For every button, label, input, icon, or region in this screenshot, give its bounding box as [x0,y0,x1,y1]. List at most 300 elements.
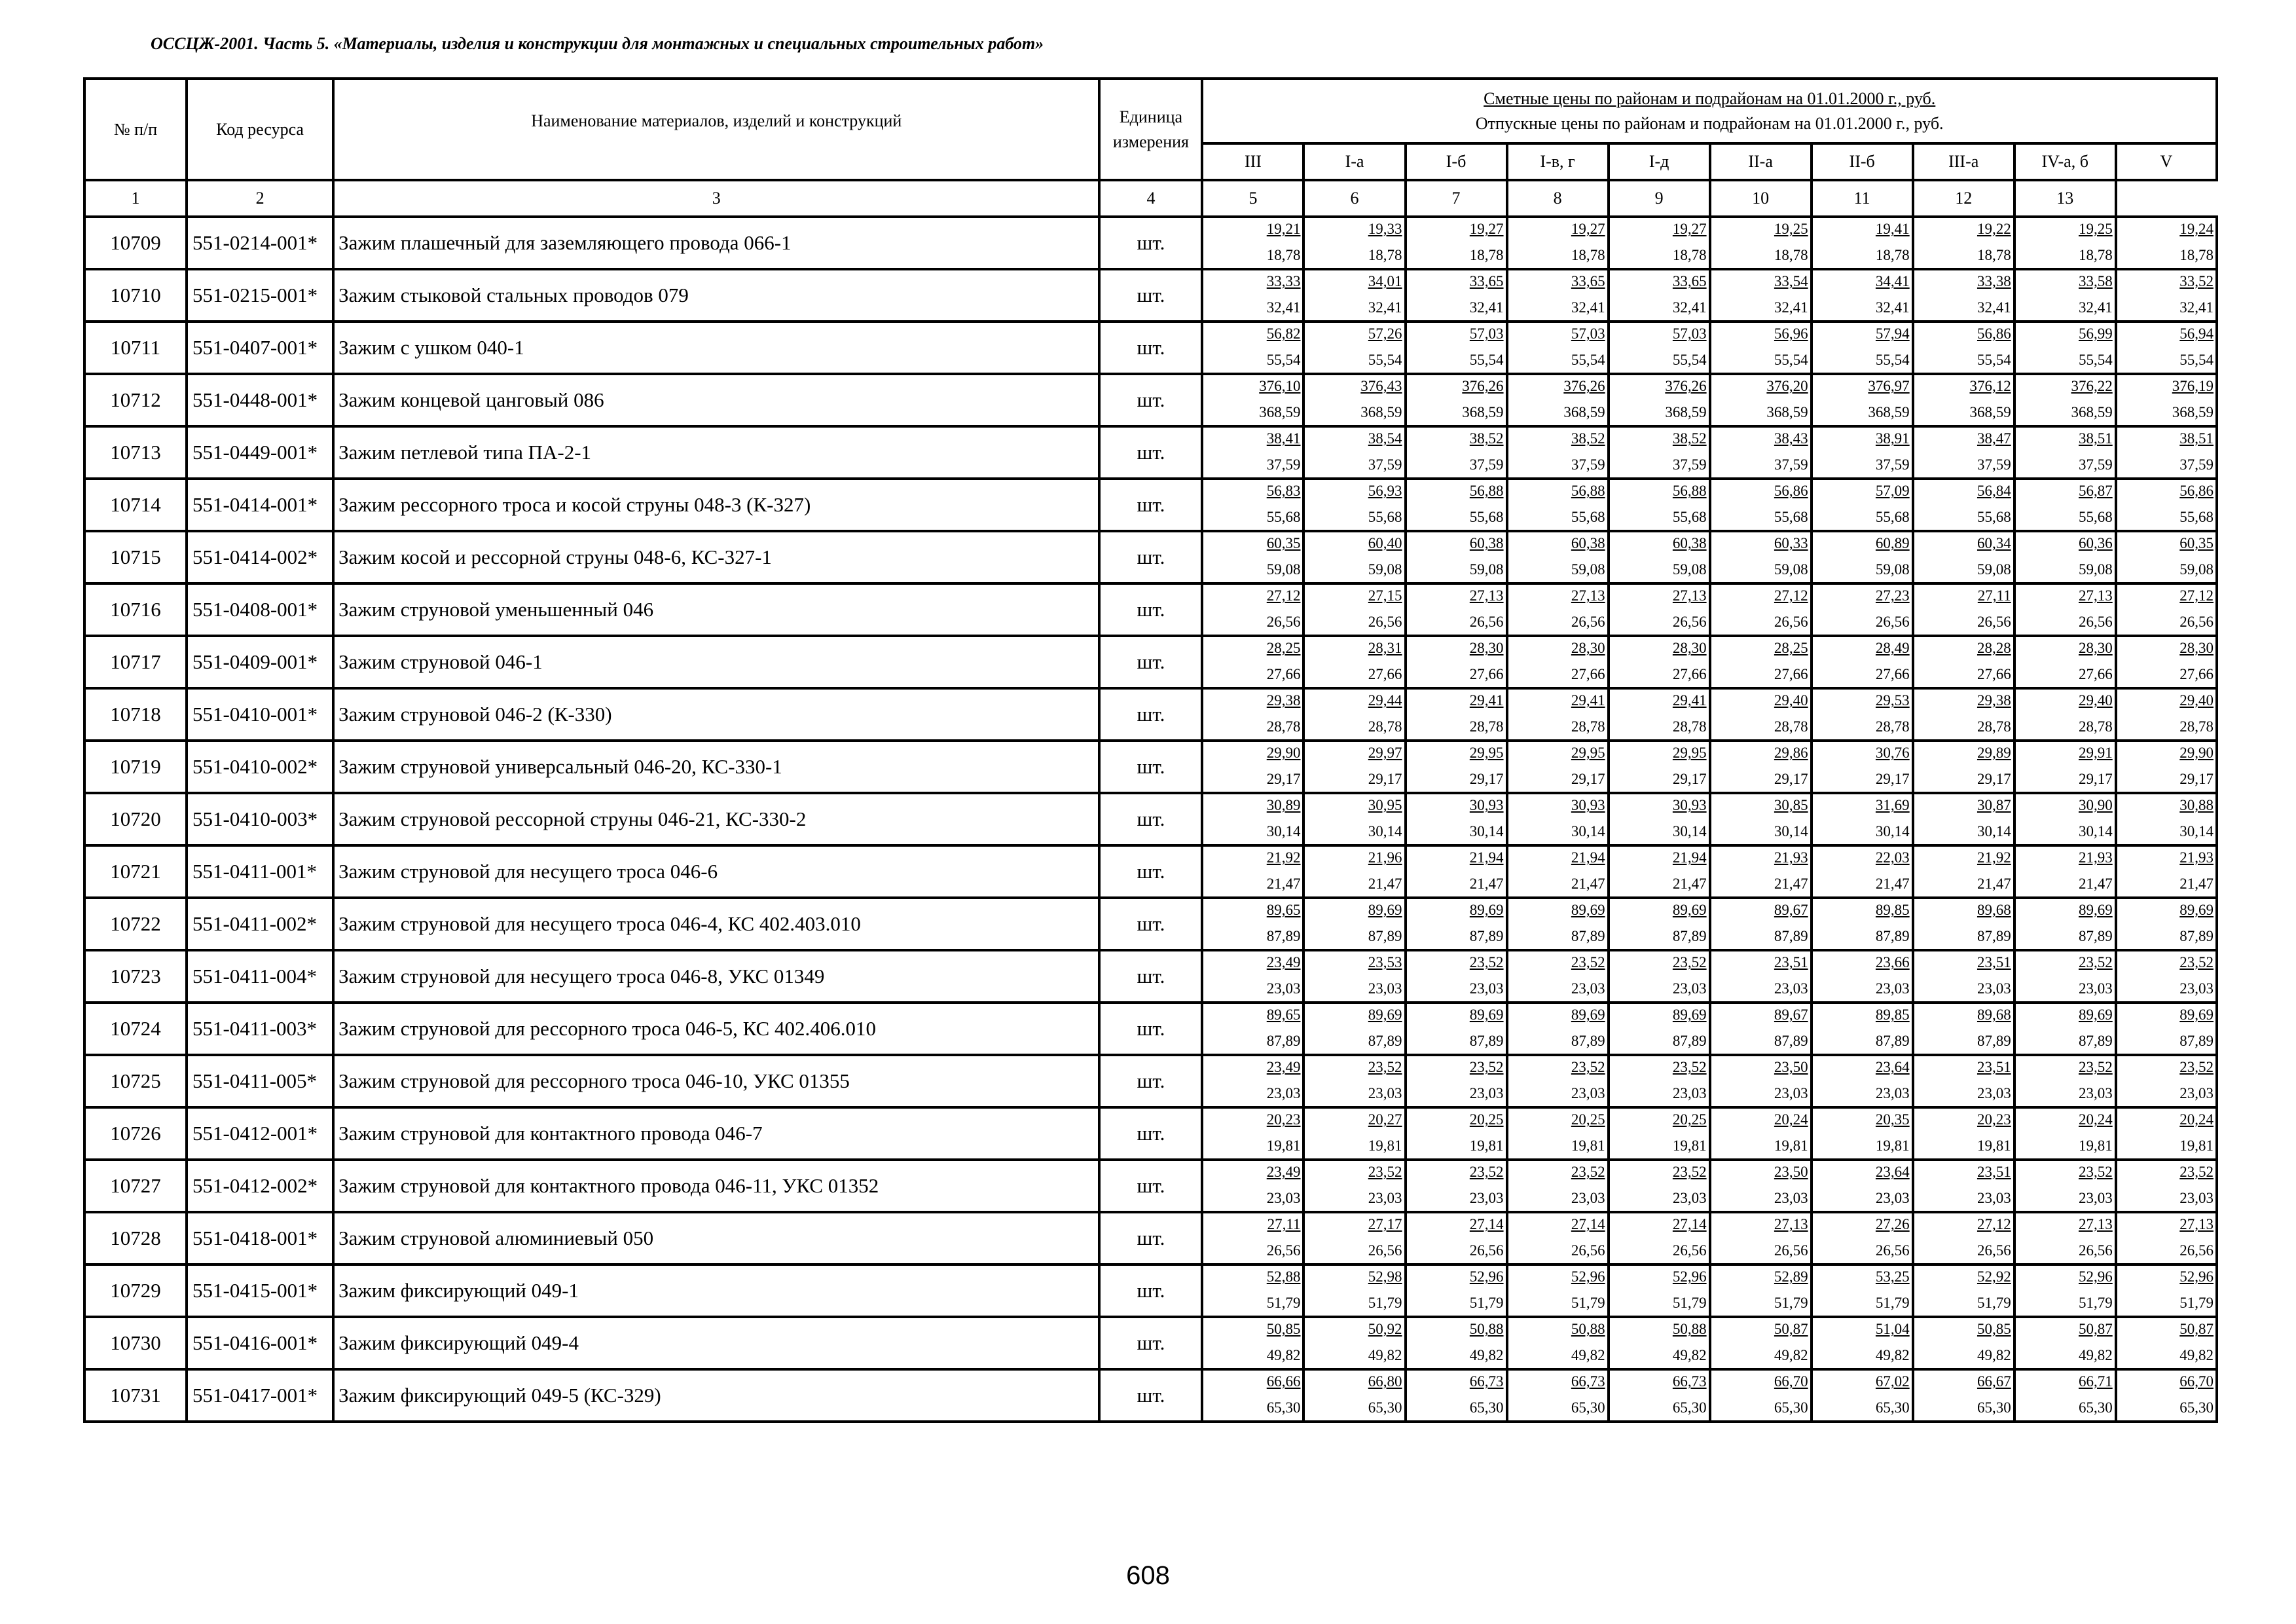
price-cell [1710,845,1812,898]
estimated-price: 56,93 [1368,483,1402,500]
row-num: 10714 [84,479,187,531]
price-cell [1507,1317,1609,1369]
price-cell [2116,1369,2217,1422]
release-price: 51,79 [1875,1295,1910,1312]
table-row [84,217,2217,269]
price-cell [1913,1160,2014,1212]
release-price: 29,17 [1672,771,1707,788]
release-price: 49,82 [1469,1347,1504,1364]
price-cell [1303,1264,1405,1317]
price-cell [1913,950,2014,1003]
estimated-price-wrap [1711,1004,1810,1029]
column-number: 4 [1099,180,1202,217]
estimated-price-wrap [1407,323,1506,348]
release-price: 37,59 [1368,456,1402,473]
estimated-price-wrap [1711,1109,1810,1134]
estimated-price-wrap [1813,480,1912,505]
estimated-price: 376,10 [1259,378,1301,395]
estimated-price: 23,52 [2078,954,2113,971]
release-price: 19,81 [1469,1137,1504,1154]
resource-code: 551-0449-001* [187,426,333,479]
price-cell [1913,1264,2014,1317]
resource-code: 551-0412-001* [187,1107,333,1160]
release-price: 27,66 [1368,666,1402,683]
release-price: 26,56 [1571,1242,1605,1259]
release-price: 368,59 [1563,404,1605,421]
estimated-price: 56,86 [1977,325,2011,342]
price-cell [1812,688,1913,741]
release-price: 59,08 [1266,561,1301,578]
price-cell [1609,1003,1710,1055]
release-price: 19,81 [1774,1137,1808,1154]
estimated-price: 89,68 [1977,1006,2011,1024]
estimated-price: 27,14 [1672,1216,1707,1233]
estimated-price: 60,38 [1571,535,1605,552]
column-number: 7 [1406,180,1507,217]
release-price: 87,89 [1266,1033,1301,1050]
release-price: 29,17 [1266,771,1301,788]
release-price: 23,03 [2179,1190,2214,1207]
release-price: 37,59 [1977,456,2011,473]
price-cell [2116,950,2217,1003]
estimated-price: 19,22 [1977,221,2011,238]
release-price: 30,14 [1672,823,1707,840]
estimated-price-wrap [1711,742,1810,767]
release-price: 87,89 [1266,928,1301,945]
price-cell [1303,583,1405,636]
release-price: 37,59 [1469,456,1504,473]
estimated-price-wrap [1203,742,1302,767]
price-cell [2014,1317,2116,1369]
price-cell [1710,793,1812,845]
estimated-price: 56,84 [1977,483,2011,500]
release-price: 26,56 [2179,614,2214,631]
estimated-price-wrap [1610,1266,1709,1291]
estimated-price: 50,88 [1571,1321,1605,1338]
estimated-price-wrap [1203,480,1302,505]
estimated-price-wrap [1711,375,1810,400]
unit: шт. [1099,950,1202,1003]
estimated-price: 38,51 [2179,430,2214,447]
estimated-price: 89,69 [1469,902,1504,919]
price-cell [1710,479,1812,531]
price-cell [1202,845,1303,898]
estimated-price: 28,28 [1977,640,2011,657]
price-cell [2014,1003,2116,1055]
price-cell [1913,898,2014,950]
price-cell [2014,741,2116,793]
price-cell [2014,322,2116,374]
estimated-price: 27,13 [1571,587,1605,604]
price-cell [1303,269,1405,322]
release-price: 65,30 [2078,1399,2113,1416]
price-cell [1202,1055,1303,1107]
estimated-price-wrap [1305,1109,1404,1134]
estimated-price: 50,87 [2179,1321,2214,1338]
estimated-price-wrap [1407,951,1506,976]
estimated-price: 30,93 [1571,797,1605,814]
release-price: 51,79 [2179,1295,2214,1312]
estimated-price: 33,65 [1672,273,1707,290]
release-price: 27,66 [2078,666,2113,683]
release-price: 37,59 [2078,456,2113,473]
estimated-price-wrap [1407,375,1506,400]
region-header: III [1202,143,1303,180]
release-price: 23,03 [1368,980,1402,997]
estimated-price: 51,04 [1875,1321,1910,1338]
estimated-price-wrap [1813,428,1912,452]
release-price: 23,03 [1571,980,1605,997]
price-cell [1812,898,1913,950]
price-cell [1609,1055,1710,1107]
release-price: 49,82 [2078,1347,2113,1364]
estimated-price-wrap [1407,794,1506,819]
price-cell [1303,1160,1405,1212]
table-row [84,531,2217,583]
estimated-price-wrap [1610,637,1709,662]
price-cell [2014,217,2116,269]
estimated-price-wrap [1203,847,1302,872]
estimated-price: 27,12 [1977,1216,2011,1233]
estimated-price-wrap [1508,951,1607,976]
estimated-price: 52,96 [1469,1268,1504,1285]
estimated-price: 28,30 [1571,640,1605,657]
price-cell [1406,1369,1507,1422]
release-price: 27,66 [1977,666,2011,683]
price-cell [2116,374,2217,426]
estimated-price: 29,40 [2078,692,2113,709]
estimated-price: 50,88 [1672,1321,1707,1338]
estimated-price-wrap [1407,1161,1506,1186]
estimated-price-wrap [1610,1109,1709,1134]
estimated-price: 29,44 [1368,692,1402,709]
release-price: 23,03 [2078,1190,2113,1207]
estimated-price: 28,31 [1368,640,1402,657]
estimated-price-wrap [1914,1004,2013,1029]
estimated-price: 33,38 [1977,273,2011,290]
release-price: 23,03 [1469,1085,1504,1102]
price-cell [1406,269,1507,322]
unit: шт. [1099,479,1202,531]
estimated-price-wrap [1407,1266,1506,1291]
column-number: 12 [1913,180,2014,217]
estimated-price-wrap [1407,585,1506,610]
price-cell [1507,1055,1609,1107]
estimated-price-wrap [1305,270,1404,295]
region-header: I-д [1609,143,1710,180]
estimated-price: 376,20 [1766,378,1808,395]
price-cell [2116,217,2217,269]
release-price: 32,41 [1977,299,2011,316]
release-price: 55,68 [1368,509,1402,526]
release-price: 37,59 [1672,456,1707,473]
estimated-price-wrap [1813,1004,1912,1029]
row-num: 10720 [84,793,187,845]
column-number: 9 [1609,180,1710,217]
release-price: 65,30 [1266,1399,1301,1416]
price-cell [1913,479,2014,531]
release-price: 26,56 [1672,614,1707,631]
price-cell [1406,426,1507,479]
price-cell [2116,1003,2217,1055]
estimated-price: 33,52 [2179,273,2214,290]
estimated-price-wrap [1813,1056,1912,1081]
table-row [84,898,2217,950]
resource-code: 551-0412-002* [187,1160,333,1212]
release-price: 21,47 [2179,876,2214,893]
release-price: 55,54 [1672,352,1707,369]
price-cell [2116,531,2217,583]
unit: шт. [1099,741,1202,793]
price-cell [1202,374,1303,426]
price-cell [1303,374,1405,426]
price-cell [1609,1264,1710,1317]
estimated-price-wrap [1508,1371,1607,1395]
price-cell [1812,1003,1913,1055]
document-header: ОССЦЖ-2001. Часть 5. «Материалы, изделия и конструкции для монтажных и специальных строительных работ» [151,34,1044,53]
row-num: 10721 [84,845,187,898]
table-row [84,1212,2217,1264]
row-num: 10711 [84,322,187,374]
price-cell [2014,1107,2116,1160]
estimated-price: 29,41 [1469,692,1504,709]
region-header: II-а [1710,143,1812,180]
unit: шт. [1099,793,1202,845]
estimated-price: 23,64 [1875,1059,1910,1076]
table-row [84,1160,2217,1212]
price-cell [1202,688,1303,741]
release-price: 32,41 [2179,299,2214,316]
estimated-price: 376,43 [1360,378,1402,395]
estimated-price-wrap [1610,1371,1709,1395]
price-cell [1406,1003,1507,1055]
release-price: 368,59 [2172,404,2214,421]
estimated-price: 57,94 [1875,325,1910,342]
estimated-price: 52,98 [1368,1268,1402,1285]
estimated-price-wrap [1305,428,1404,452]
material-name: Зажим струновой 046-1 [333,636,1099,688]
estimated-price: 21,96 [1368,849,1402,866]
estimated-price: 19,27 [1469,221,1504,238]
price-cell [1609,1317,1710,1369]
row-num: 10713 [84,426,187,479]
release-price: 26,56 [1469,614,1504,631]
estimated-price-wrap [2016,1109,2115,1134]
release-price: 28,78 [2179,718,2214,735]
release-price: 65,30 [1368,1399,1402,1416]
price-cell [1303,1107,1405,1160]
estimated-price: 28,49 [1875,640,1910,657]
release-price: 21,47 [1469,876,1504,893]
release-price: 51,79 [1469,1295,1504,1312]
estimated-price-wrap [1610,1004,1709,1029]
release-price: 55,54 [1571,352,1605,369]
estimated-price-wrap [1813,585,1912,610]
estimated-price: 27,23 [1875,587,1910,604]
estimated-price: 56,99 [2078,325,2113,342]
estimated-price: 38,47 [1977,430,2011,447]
price-cell [1507,1160,1609,1212]
price-cell [2014,898,2116,950]
estimated-price: 60,89 [1875,535,1910,552]
price-cell [1303,531,1405,583]
price-cell [2116,1055,2217,1107]
estimated-price-wrap [1711,690,1810,714]
release-price: 59,08 [1774,561,1808,578]
release-price: 37,59 [1875,456,1910,473]
price-cell [1202,950,1303,1003]
col-header-code: Код ресурса [187,79,333,180]
material-name: Зажим с ушком 040-1 [333,322,1099,374]
price-cell [1202,636,1303,688]
estimated-price: 89,85 [1875,902,1910,919]
price-cell [1303,322,1405,374]
estimated-price: 29,38 [1266,692,1301,709]
price-cell [1406,374,1507,426]
release-price: 26,56 [1977,614,2011,631]
estimated-price: 27,13 [1774,1216,1808,1233]
estimated-price-wrap [1914,375,2013,400]
release-price: 59,08 [1672,561,1707,578]
estimated-price-wrap [1508,532,1607,557]
estimated-price: 19,25 [1774,221,1808,238]
estimated-price-wrap [1305,1004,1404,1029]
release-price: 51,79 [2078,1295,2113,1312]
price-cell [1202,1317,1303,1369]
estimated-price-wrap [1407,1004,1506,1029]
estimated-price: 19,21 [1266,221,1301,238]
estimated-price: 66,67 [1977,1373,2011,1390]
estimated-price: 56,88 [1571,483,1605,500]
release-price: 29,17 [2078,771,2113,788]
region-header: III-а [1913,143,2014,180]
release-price: 51,79 [1368,1295,1402,1312]
estimated-price: 29,38 [1977,692,2011,709]
release-price: 29,17 [1571,771,1605,788]
price-cell [1710,531,1812,583]
estimated-price-wrap [1610,690,1709,714]
estimated-price-wrap [1711,1371,1810,1395]
release-price: 28,78 [1875,718,1910,735]
release-price: 30,14 [1977,823,2011,840]
estimated-price: 50,85 [1977,1321,2011,1338]
price-cell [1812,426,1913,479]
table-row [84,479,2217,531]
release-price: 26,56 [1571,614,1605,631]
estimated-price: 29,95 [1571,745,1605,762]
estimated-price-wrap [2016,1004,2115,1029]
estimated-price: 27,12 [1774,587,1808,604]
estimated-price-wrap [1914,480,2013,505]
price-cell [2116,1212,2217,1264]
release-price: 49,82 [1571,1347,1605,1364]
estimated-price-wrap [1711,1213,1810,1238]
price-table [83,77,2218,1423]
release-price: 32,41 [1571,299,1605,316]
price-cell [1913,1317,2014,1369]
release-price: 19,81 [1672,1137,1707,1154]
estimated-price-wrap [2117,690,2215,714]
price-cell [1507,845,1609,898]
estimated-price-wrap [1711,847,1810,872]
release-price: 51,79 [1571,1295,1605,1312]
estimated-price-wrap [1914,1318,2013,1343]
estimated-price: 33,65 [1469,273,1504,290]
release-price: 28,78 [1672,718,1707,735]
price-cell [1812,845,1913,898]
price-cell [1202,898,1303,950]
estimated-price: 21,94 [1469,849,1504,866]
estimated-price: 20,25 [1571,1111,1605,1128]
price-cell [1406,583,1507,636]
price-cell [1913,1212,2014,1264]
estimated-price: 57,26 [1368,325,1402,342]
estimated-price: 376,26 [1462,378,1504,395]
column-number: 8 [1507,180,1609,217]
estimated-price: 89,69 [2078,1006,2113,1024]
price-cell [2014,1055,2116,1107]
release-price: 28,78 [1774,718,1808,735]
estimated-price: 52,96 [1571,1268,1605,1285]
estimated-price-wrap [1610,428,1709,452]
estimated-price: 52,96 [2078,1268,2113,1285]
release-price: 26,56 [2078,614,2113,631]
estimated-price-wrap [1407,1318,1506,1343]
release-price: 23,03 [1875,1085,1910,1102]
estimated-price-wrap [1305,1213,1404,1238]
table-row [84,741,2217,793]
estimated-price-wrap [1914,1109,2013,1134]
estimated-price: 20,24 [2078,1111,2113,1128]
row-num: 10731 [84,1369,187,1422]
estimated-price-wrap [1610,794,1709,819]
release-price: 65,30 [1571,1399,1605,1416]
estimated-price-wrap [2117,323,2215,348]
release-price: 55,68 [1774,509,1808,526]
estimated-price: 21,92 [1977,849,2011,866]
price-cell [1812,583,1913,636]
estimated-price: 31,69 [1875,797,1910,814]
price-cell [1406,1107,1507,1160]
release-price: 26,56 [1368,614,1402,631]
release-price: 26,56 [1266,614,1301,631]
row-num: 10710 [84,269,187,322]
estimated-price: 23,52 [2078,1059,2113,1076]
price-cell [1913,269,2014,322]
price-cell [1507,1107,1609,1160]
price-cell [1507,636,1609,688]
estimated-price: 22,03 [1875,849,1910,866]
estimated-price: 89,67 [1774,902,1808,919]
price-cell [1507,793,1609,845]
estimated-price-wrap [1203,1213,1302,1238]
estimated-price: 89,69 [1469,1006,1504,1024]
price-cell [1710,688,1812,741]
estimated-price-wrap [1813,951,1912,976]
table-row [84,1317,2217,1369]
price-cell [1812,1212,1913,1264]
release-price: 19,81 [1368,1137,1402,1154]
page-number: 608 [1126,1561,1170,1590]
estimated-price: 28,30 [1672,640,1707,657]
table-row [84,636,2217,688]
row-num: 10728 [84,1212,187,1264]
estimated-price: 56,83 [1266,483,1301,500]
release-price: 28,78 [1266,718,1301,735]
release-price: 37,59 [2179,456,2214,473]
estimated-price-wrap [1813,1318,1912,1343]
release-price: 49,82 [2179,1347,2214,1364]
